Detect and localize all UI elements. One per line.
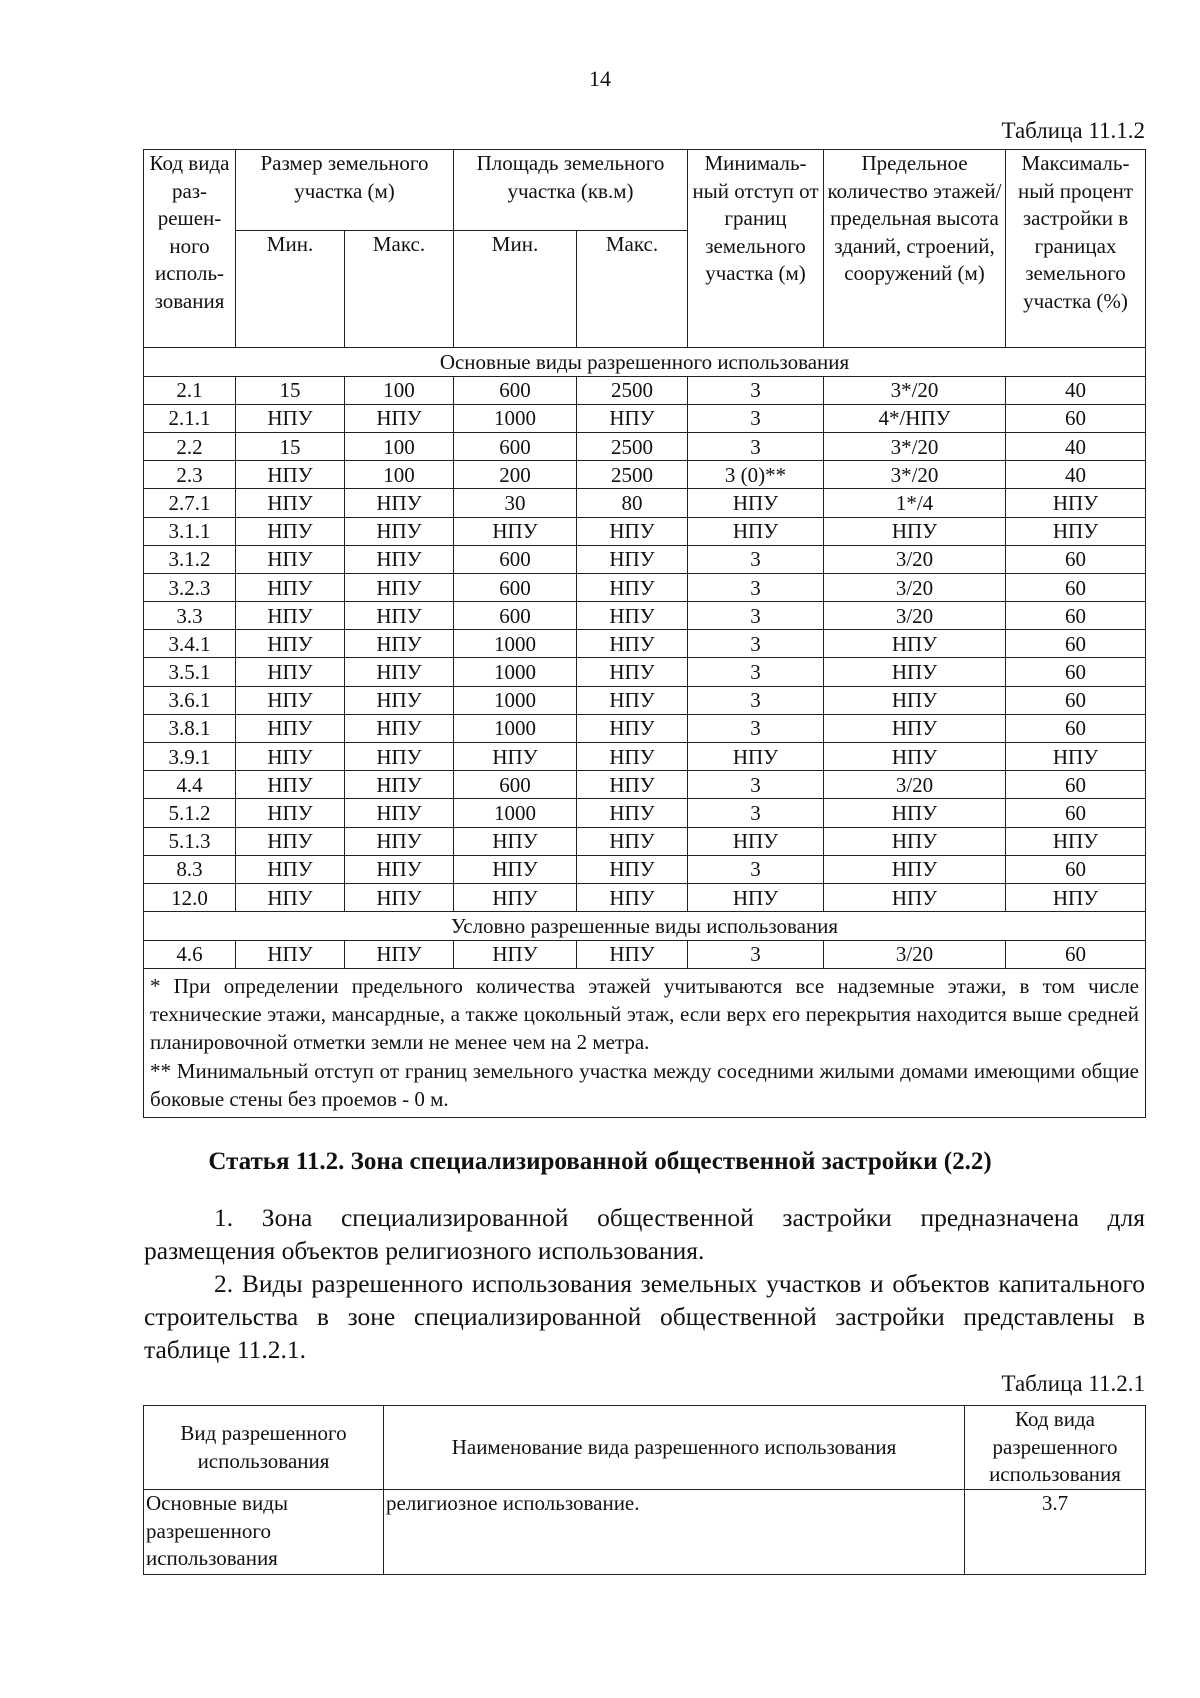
table-cell: НПУ: [1006, 743, 1146, 771]
table-row: [144, 432, 1146, 460]
table-cell: 3: [688, 855, 824, 883]
table-cell: НПУ: [345, 573, 454, 601]
table-cell: НПУ: [454, 883, 577, 911]
table-cell: 15: [236, 432, 345, 460]
table-cell: 600: [454, 432, 577, 460]
table-cell: НПУ: [236, 573, 345, 601]
table-row: [144, 573, 1146, 601]
table-cell: 600: [454, 602, 577, 630]
table-cell: НПУ: [345, 940, 454, 968]
table-cell: 2500: [577, 432, 688, 460]
table-cell: 3.4.1: [144, 630, 236, 658]
table-cell: 3.2.3: [144, 573, 236, 601]
table-cell: НПУ: [236, 461, 345, 489]
footnote-row: [144, 968, 1146, 1117]
table-cell: НПУ: [345, 545, 454, 573]
table-cell: НПУ: [236, 602, 345, 630]
table-cell: 3.3: [144, 602, 236, 630]
table-cell: НПУ: [824, 883, 1006, 911]
table-cell: НПУ: [1006, 827, 1146, 855]
table-cell: НПУ: [577, 517, 688, 545]
header-area-max: Макс.: [577, 231, 688, 348]
header-name: Наименование вида разрешенного использования: [384, 1406, 965, 1490]
table-row: [144, 855, 1146, 883]
table-cell: НПУ: [824, 855, 1006, 883]
table-cell: 12.0: [144, 883, 236, 911]
table-cell: 3/20: [824, 940, 1006, 968]
table-cell: НПУ: [577, 404, 688, 432]
table-cell: НПУ: [454, 827, 577, 855]
table-cell: НПУ: [688, 743, 824, 771]
table-cell: 3: [688, 573, 824, 601]
table-cell: 3: [688, 799, 824, 827]
table-cell: 4*/НПУ: [824, 404, 1006, 432]
table-cell: НПУ: [577, 573, 688, 601]
table-cell: 60: [1006, 602, 1146, 630]
table-cell: НПУ: [345, 714, 454, 742]
table-cell: НПУ: [236, 658, 345, 686]
table-cell: 600: [454, 545, 577, 573]
table-cell: НПУ: [345, 883, 454, 911]
header-percent: Максималь-ный процент застройки в границах земельного участка (%): [1006, 150, 1146, 348]
table-cell: НПУ: [688, 827, 824, 855]
table-cell: 3: [688, 432, 824, 460]
table-cell: НПУ: [824, 630, 1006, 658]
zone-parameters-table: [143, 149, 1146, 1118]
header-size-min: Мин.: [236, 231, 345, 348]
table-cell: НПУ: [345, 855, 454, 883]
table-row: [144, 743, 1146, 771]
table-cell: 3.1.1: [144, 517, 236, 545]
table-cell: 40: [1006, 461, 1146, 489]
table-row: [144, 940, 1146, 968]
header-floors: Предельное количество этажей/ предельная высота зданий, строений, сооружений (м): [824, 150, 1006, 348]
table-cell: 1000: [454, 404, 577, 432]
table-cell: 40: [1006, 432, 1146, 460]
table-cell: 2.1: [144, 376, 236, 404]
header-area: Площадь земельного участка (кв.м): [454, 150, 688, 231]
table-cell: 5.1.2: [144, 799, 236, 827]
table-cell: НПУ: [688, 489, 824, 517]
table-cell: 80: [577, 489, 688, 517]
footnote-2: ** Минимальный отступ от границ земельного участка между соседними жилыми домами имеющими общие боковые стены без проемов - 0 м.: [150, 1058, 1139, 1111]
table-cell: НПУ: [824, 743, 1006, 771]
header-area-min: Мин.: [454, 231, 577, 348]
table-row: [144, 489, 1146, 517]
table-cell: НПУ: [236, 630, 345, 658]
table-cell: НПУ: [236, 883, 345, 911]
table-cell: 3: [688, 771, 824, 799]
table-cell: 2.7.1: [144, 489, 236, 517]
table-cell: НПУ: [345, 489, 454, 517]
table-cell: 3: [688, 940, 824, 968]
table-cell: НПУ: [345, 771, 454, 799]
table-cell: НПУ: [1006, 489, 1146, 517]
table-cell: НПУ: [577, 714, 688, 742]
section-title: Основные виды разрешенного использования: [144, 348, 1146, 377]
table-cell: НПУ: [824, 799, 1006, 827]
table-cell: 60: [1006, 714, 1146, 742]
table-cell: 3: [688, 630, 824, 658]
table-cell: 2500: [577, 461, 688, 489]
table-cell: 3/20: [824, 771, 1006, 799]
section-row: [144, 348, 1146, 377]
table-caption: Таблица 11.1.2: [1001, 118, 1145, 143]
table-cell: 600: [454, 376, 577, 404]
table-cell: НПУ: [1006, 517, 1146, 545]
table-row: [144, 883, 1146, 911]
table-cell: 100: [345, 376, 454, 404]
table-cell: НПУ: [236, 940, 345, 968]
table-cell: НПУ: [236, 855, 345, 883]
table-cell: 3.6.1: [144, 686, 236, 714]
header-code: Код вида раз-решен-ного исполь-зования: [144, 150, 236, 348]
table-row: [144, 686, 1146, 714]
table-cell: 3/20: [824, 573, 1006, 601]
table-cell: 4.6: [144, 940, 236, 968]
table-cell: НПУ: [454, 517, 577, 545]
table-cell: 200: [454, 461, 577, 489]
table-cell: НПУ: [577, 771, 688, 799]
table-row: [144, 404, 1146, 432]
table-cell: НПУ: [236, 714, 345, 742]
table-cell: 3.5.1: [144, 658, 236, 686]
table-row: [144, 602, 1146, 630]
table-cell: 1000: [454, 799, 577, 827]
page-number: 14: [589, 66, 611, 91]
table-cell: 2500: [577, 376, 688, 404]
table-cell: 600: [454, 573, 577, 601]
table-cell: НПУ: [454, 743, 577, 771]
table-cell: 3: [688, 404, 824, 432]
table-cell: НПУ: [577, 883, 688, 911]
header-code: Код вида разрешенного использования: [965, 1406, 1146, 1490]
table-cell: НПУ: [345, 799, 454, 827]
table-cell: 60: [1006, 686, 1146, 714]
table-cell: 3: [688, 545, 824, 573]
table-cell: 5.1.3: [144, 827, 236, 855]
table-cell: НПУ: [236, 771, 345, 799]
table-cell: НПУ: [577, 630, 688, 658]
section-title: Условно разрешенные виды использования: [144, 912, 1146, 941]
row-kind: Основные виды разрешенного использования: [144, 1490, 384, 1575]
table-cell: 3/20: [824, 602, 1006, 630]
table-cell: НПУ: [345, 517, 454, 545]
table-cell: 1000: [454, 658, 577, 686]
permitted-use-table: [143, 1405, 1146, 1575]
table-cell: НПУ: [236, 545, 345, 573]
table-cell: НПУ: [236, 827, 345, 855]
table-cell: 2.1.1: [144, 404, 236, 432]
header-row: [144, 1406, 1146, 1490]
table-row: [144, 630, 1146, 658]
table-cell: 2.2: [144, 432, 236, 460]
table-cell: 60: [1006, 404, 1146, 432]
table-cell: НПУ: [824, 714, 1006, 742]
table-cell: НПУ: [577, 658, 688, 686]
header-kind: Вид разрешенного использования: [144, 1406, 384, 1490]
table-cell: 3 (0)**: [688, 461, 824, 489]
section-row: [144, 912, 1146, 941]
table-cell: 15: [236, 376, 345, 404]
table-cell: НПУ: [345, 404, 454, 432]
table-row: [144, 827, 1146, 855]
table-cell: НПУ: [454, 855, 577, 883]
article-heading: Статья 11.2. Зона специализированной общественной застройки (2.2): [208, 1148, 992, 1175]
paragraph-2: 2. Виды разрешенного использования земельных участков и объектов капитального строительства в зоне специализированной общественной застройки представлены в таблице 11.2.1.: [144, 1269, 1145, 1364]
table-cell: 4.4: [144, 771, 236, 799]
table-cell: 60: [1006, 658, 1146, 686]
table-cell: 3/20: [824, 545, 1006, 573]
table-cell: НПУ: [236, 517, 345, 545]
table-cell: 60: [1006, 940, 1146, 968]
table-cell: НПУ: [577, 686, 688, 714]
table-cell: 3: [688, 714, 824, 742]
table-cell: 3.1.2: [144, 545, 236, 573]
table-row: [144, 545, 1146, 573]
table-cell: НПУ: [345, 630, 454, 658]
row-name: религиозное использование.: [384, 1490, 965, 1575]
table-cell: 60: [1006, 630, 1146, 658]
table-cell: НПУ: [577, 799, 688, 827]
table-cell: НПУ: [236, 686, 345, 714]
table-cell: 3: [688, 686, 824, 714]
table-cell: 600: [454, 771, 577, 799]
table-cell: НПУ: [345, 686, 454, 714]
table-cell: 30: [454, 489, 577, 517]
table-cell: 3: [688, 602, 824, 630]
table-cell: НПУ: [824, 686, 1006, 714]
table-cell: НПУ: [824, 658, 1006, 686]
table-row: [144, 658, 1146, 686]
table-cell: НПУ: [577, 545, 688, 573]
footnotes: [144, 968, 1146, 1117]
table-cell: 8.3: [144, 855, 236, 883]
table-cell: НПУ: [236, 743, 345, 771]
table-cell: 1000: [454, 630, 577, 658]
table-row: [144, 461, 1146, 489]
table-row: [144, 799, 1146, 827]
table-cell: НПУ: [345, 827, 454, 855]
table-cell: 60: [1006, 573, 1146, 601]
row-code: 3.7: [965, 1490, 1146, 1575]
table-row: [144, 714, 1146, 742]
header-size-max: Макс.: [345, 231, 454, 348]
table-cell: НПУ: [1006, 883, 1146, 911]
table-cell: 3: [688, 376, 824, 404]
table-cell: НПУ: [577, 602, 688, 630]
table-cell: НПУ: [577, 855, 688, 883]
table-cell: НПУ: [345, 743, 454, 771]
table-cell: 2.3: [144, 461, 236, 489]
table-cell: НПУ: [577, 827, 688, 855]
footnote-1: * При определении предельного количества этажей учитываются все надземные этажи, в том числе технические этажи, мансардные, а также цокольный этаж, если верх его перекрытия находится выше средней планировочной отметки земли не менее чем на 2 метра.: [150, 973, 1139, 1055]
table-cell: НПУ: [236, 799, 345, 827]
table-cell: НПУ: [454, 940, 577, 968]
table-row: [144, 1490, 1146, 1575]
table-cell: 3.9.1: [144, 743, 236, 771]
table-cell: НПУ: [236, 404, 345, 432]
table-row: [144, 771, 1146, 799]
table-caption: Таблица 11.2.1: [1001, 1371, 1145, 1396]
header-size: Размер земельного участка (м): [236, 150, 454, 231]
table-cell: НПУ: [345, 602, 454, 630]
table-cell: НПУ: [688, 517, 824, 545]
table-cell: 3*/20: [824, 376, 1006, 404]
table-row: [144, 376, 1146, 404]
table-cell: НПУ: [577, 743, 688, 771]
table-cell: НПУ: [577, 940, 688, 968]
table-cell: 60: [1006, 799, 1146, 827]
table-cell: НПУ: [345, 658, 454, 686]
table-cell: 3*/20: [824, 432, 1006, 460]
table-cell: НПУ: [688, 883, 824, 911]
table-cell: 60: [1006, 545, 1146, 573]
table-cell: 40: [1006, 376, 1146, 404]
table-cell: 3*/20: [824, 461, 1006, 489]
table-cell: 1000: [454, 714, 577, 742]
table-cell: 3: [688, 658, 824, 686]
table-cell: 3.8.1: [144, 714, 236, 742]
table-cell: 100: [345, 461, 454, 489]
table-cell: 1*/4: [824, 489, 1006, 517]
table-cell: 60: [1006, 855, 1146, 883]
paragraph-1: 1. Зона специализированной общественной застройки предназначена для размещения объектов религиозного использования.: [144, 1203, 1145, 1265]
table-cell: 60: [1006, 771, 1146, 799]
table-cell: 100: [345, 432, 454, 460]
table-cell: НПУ: [236, 489, 345, 517]
table-cell: НПУ: [824, 517, 1006, 545]
table-cell: 1000: [454, 686, 577, 714]
header-setback: Минималь-ный отступ от границ земельного участка (м): [688, 150, 824, 348]
table-row: [144, 517, 1146, 545]
table-cell: НПУ: [824, 827, 1006, 855]
